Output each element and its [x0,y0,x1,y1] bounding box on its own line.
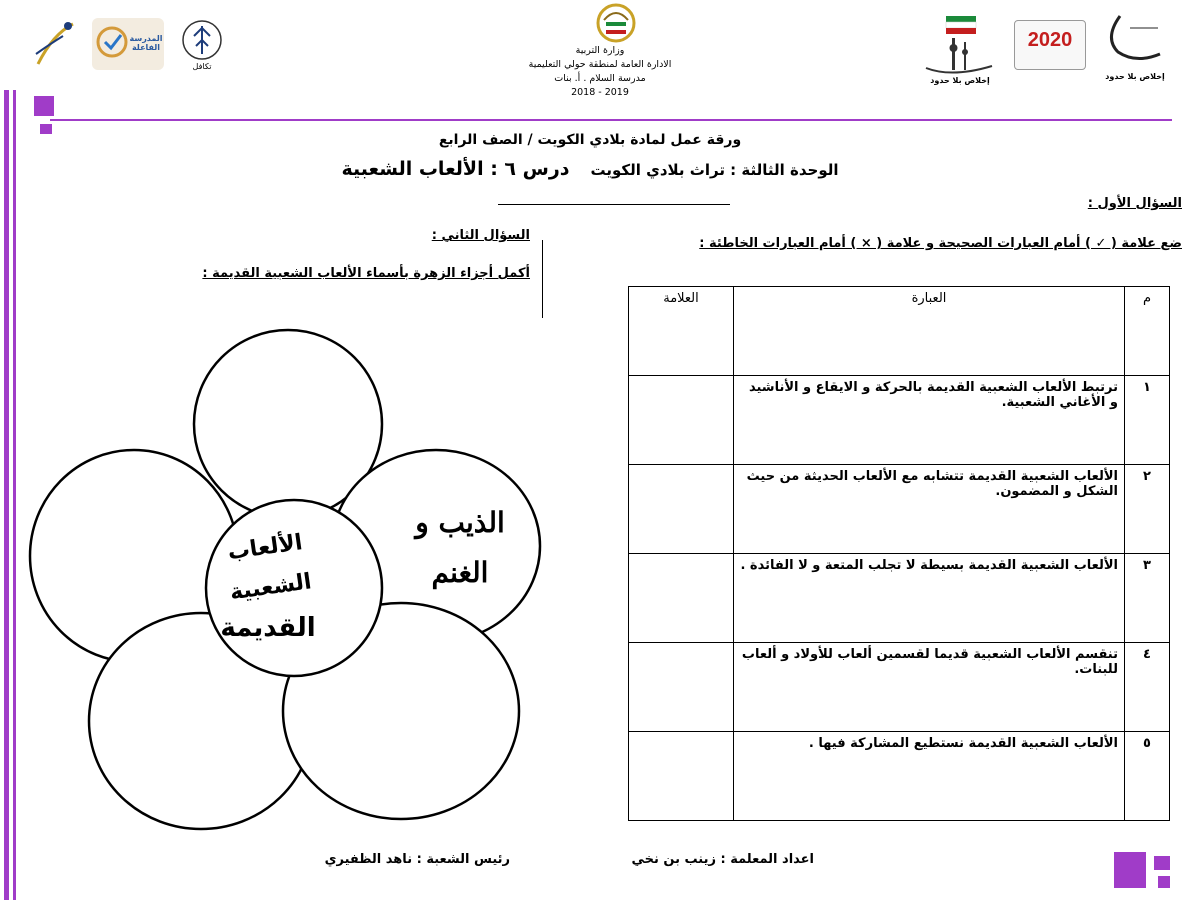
school-name: مدرسة السلام . أ. بنات [554,73,646,84]
table-row [629,554,1170,643]
header-number: م [1125,287,1170,376]
vision-2020-text: 2020 [1027,29,1073,51]
left-bar-1 [4,90,9,900]
question2-instruction: أكمل أجزاء الزهرة بأسماء الألعاب الشعبية القديمة : [202,266,530,281]
header-text-block [480,44,720,100]
left-bar-2 [13,90,16,900]
row-mark-cell[interactable] [629,732,734,821]
table-header-row [629,287,1170,376]
kuwait-towers-logo [922,8,998,88]
takaful-logo-text: تكافل [192,62,212,71]
runner-logo [28,14,78,74]
title-underline [498,204,730,205]
corner-square-bottom-right [1114,852,1146,888]
footer-teacher: اعداد المعلمة : زينب بن نخي [631,852,814,867]
table-row [629,643,1170,732]
vision-2020-logo [1014,20,1086,70]
flower-center-label [198,528,338,648]
header-mark: العلامة [629,287,734,376]
active-school-logo-text: المدرسة الفاعلة [129,34,163,52]
flower-center-line1: الألعاب الشعبية [226,530,314,606]
active-school-logo [92,18,164,70]
runner-icon [28,14,78,74]
table-row [629,465,1170,554]
corner-square-top-left [34,96,54,116]
header-statement: العبارة [734,287,1125,376]
row-statement: ترتبط الألعاب الشعبية القديمة بالحركة و الايقاع و الأناشيد و الأغاني الشعبية. [734,376,1125,465]
corner-square-top-left-small [40,124,52,134]
calligraphy-slogan: إخلاص بلا حدود [1105,72,1165,81]
column-divider [542,240,543,318]
table-row [629,376,1170,465]
row-number: ١ [1125,376,1170,465]
row-statement: تنقسم الألعاب الشعبية قديما لقسمين ألعاب للأولاد و ألعاب للبنات. [734,643,1125,732]
petal-answer-line1: الذيب و [415,506,505,539]
row-mark-cell[interactable] [629,376,734,465]
unit-title: الوحدة الثالثة : تراث بلادي الكويت [590,161,839,179]
true-false-table [628,286,1170,821]
school-year: 2018 - 2019 [571,87,629,98]
row-statement: الألعاب الشعبية القديمة نستطيع المشاركة فيها . [734,732,1125,821]
towers-slogan: إخلاص بلا حدود [930,76,990,85]
takaful-logo [180,18,224,78]
petal-answer-line2: الغنم [431,556,489,589]
row-mark-cell[interactable] [629,554,734,643]
lesson-title-line [290,158,890,180]
corner-square-bottom-right-small [1154,856,1170,870]
question2-heading: السؤال الثاني : [431,228,530,243]
question1-instruction: ضع علامة ( ✓ ) أمام العبارات الصحيحة و علامة ( × ) أمام العبارات الخاطئة : [699,236,1182,251]
flower-center-line2: القديمة [220,613,316,643]
row-statement: الألعاب الشعبية القديمة بسيطة لا تجلب المتعة و لا الفائدة . [734,554,1125,643]
directorate-name: الادارة العامة لمنطقة حولي التعليمية [528,59,672,70]
petal-answer [390,498,530,598]
worksheet-title: ورقة عمل لمادة بلادي الكويت / الصف الرابع [438,132,742,148]
lesson-title: درس ٦ : الألعاب الشعبية [341,158,570,180]
ministry-name: وزارة التربية [575,45,625,56]
row-mark-cell[interactable] [629,643,734,732]
corner-square-bottom-right-tiny [1158,876,1170,888]
header-rule [50,119,1172,121]
kuwait-emblem [596,2,636,44]
row-number: ٢ [1125,465,1170,554]
calligraphy-logo [1100,8,1170,84]
table-row [629,732,1170,821]
row-number: ٥ [1125,732,1170,821]
row-number: ٤ [1125,643,1170,732]
row-mark-cell[interactable] [629,465,734,554]
question1-heading: السؤال الأول : [1087,196,1182,211]
footer-head: رئيس الشعبة : ناهد الظفيري [324,852,510,867]
row-statement: الألعاب الشعبية القديمة تتشابه مع الألعاب الحديثة من حيث الشكل و المضمون. [734,465,1125,554]
row-number: ٣ [1125,554,1170,643]
